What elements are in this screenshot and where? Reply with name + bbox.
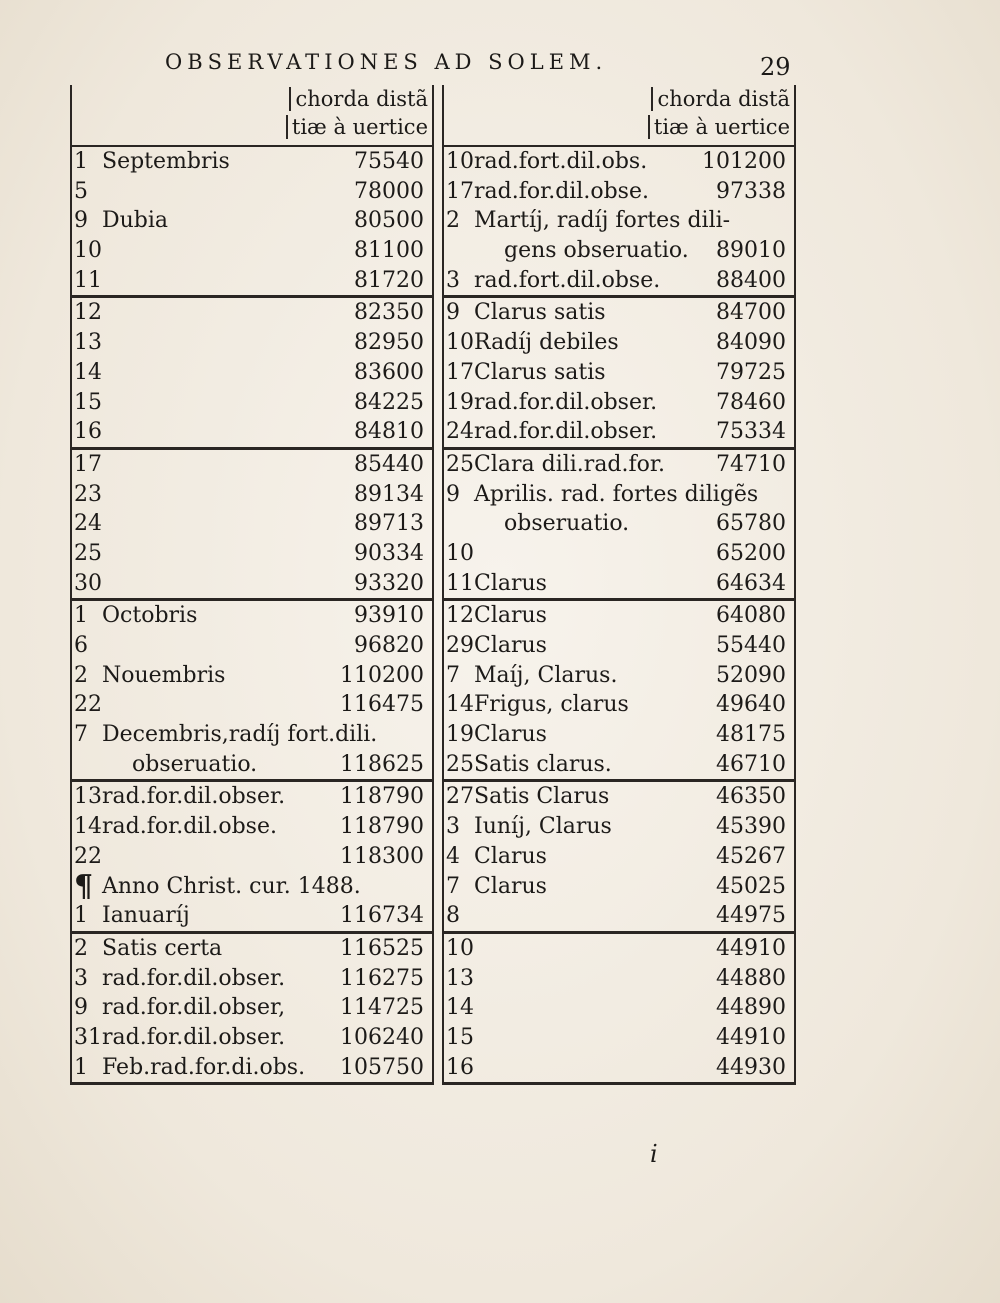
table-row — [72, 842, 432, 872]
chord-value: 49640 — [716, 692, 786, 718]
chord-value: 44910 — [716, 1024, 786, 1050]
observation-note: rad.for.dil.obse. — [102, 814, 277, 840]
table-row — [444, 417, 794, 447]
table-group — [72, 298, 432, 449]
table-row — [72, 1053, 432, 1083]
table-row — [72, 539, 432, 569]
chord-value: 45025 — [716, 873, 786, 899]
table-row — [72, 812, 432, 842]
chord-value: 82950 — [354, 330, 424, 356]
table-row — [72, 147, 432, 177]
observation-note: rad.fort.dil.obs. — [474, 149, 648, 174]
table-group — [444, 450, 794, 601]
table-group — [444, 147, 794, 298]
table-row — [72, 661, 432, 691]
day-number: 7 — [446, 662, 460, 688]
chord-value: 96820 — [354, 633, 424, 658]
chord-value: 90334 — [354, 540, 424, 566]
day-number: 10 — [446, 935, 474, 961]
table-row — [72, 206, 432, 236]
table-row — [72, 509, 432, 539]
observation-note: Clarus — [474, 633, 547, 658]
chord-value: 81100 — [354, 238, 424, 264]
table-row — [444, 147, 794, 177]
chord-value: 93320 — [354, 570, 424, 596]
left-header-line2: tiæ à uertice — [286, 115, 428, 139]
chord-value: 89010 — [716, 238, 786, 264]
observation-note: Clara dili.rad.for. — [474, 451, 665, 477]
day-number: 15 — [446, 1024, 474, 1050]
observation-note: obseruatio. — [504, 511, 630, 537]
chord-value: 45267 — [716, 843, 786, 869]
table-row — [72, 901, 432, 931]
day-number: 17 — [74, 451, 102, 477]
day-number: 10 — [446, 540, 474, 566]
table-row — [72, 934, 432, 964]
table-row — [444, 206, 794, 236]
chord-value: 81720 — [354, 267, 424, 293]
observation-note: gens obseruatio. — [504, 238, 689, 264]
table-row — [444, 993, 794, 1023]
table-row — [444, 358, 794, 388]
day-number: 30 — [74, 570, 102, 596]
chord-value: 84810 — [354, 419, 424, 445]
chord-value: 46710 — [716, 751, 786, 777]
day-number: 7 — [74, 722, 88, 748]
observation-note: Satis certa — [102, 935, 223, 961]
table-group — [444, 934, 794, 1085]
chord-value: 64634 — [716, 570, 786, 596]
right-header-line1: chorda distã — [651, 87, 790, 111]
day-number: 12 — [74, 300, 102, 326]
chord-value: 80500 — [354, 208, 424, 234]
observation-note: Frigus, clarus — [474, 692, 629, 718]
observation-note: Clarus satis — [474, 359, 606, 385]
observation-note: Clarus — [474, 873, 547, 899]
table-row — [72, 720, 432, 750]
day-number: 8 — [446, 903, 460, 929]
day-number: 6 — [74, 633, 88, 658]
day-number: 13 — [74, 330, 102, 356]
table-row — [72, 388, 432, 418]
chord-value: 88400 — [716, 267, 786, 293]
observation-note: rad.for.dil.obser. — [102, 784, 286, 810]
chord-value: 118790 — [340, 784, 424, 810]
right-table-body — [444, 147, 794, 1085]
day-number: 27 — [446, 784, 474, 810]
observation-note: rad.for.dil.obser. — [102, 965, 286, 991]
chord-value: 64080 — [716, 603, 786, 629]
observation-note: rad.for.dil.obser. — [474, 389, 658, 415]
chord-value: 75540 — [354, 149, 424, 174]
day-number: 5 — [74, 178, 88, 204]
chord-value: 118300 — [340, 843, 424, 869]
table-row — [444, 1023, 794, 1053]
day-number: 19 — [446, 722, 474, 748]
chord-value: 118790 — [340, 814, 424, 840]
chord-value: 116275 — [340, 965, 424, 991]
observation-note: Octobris — [102, 603, 198, 629]
table-group — [444, 298, 794, 449]
day-number: 23 — [74, 481, 102, 507]
chord-value: 116475 — [340, 692, 424, 718]
observation-note: Nouembris — [102, 662, 226, 688]
table-row — [444, 539, 794, 569]
right-column-header — [444, 85, 794, 147]
table-row — [72, 993, 432, 1023]
table-row — [72, 450, 432, 480]
chord-value: 78000 — [354, 178, 424, 204]
day-number: 9 — [446, 300, 460, 326]
day-number: 19 — [446, 389, 474, 415]
day-number: 24 — [446, 419, 474, 445]
table-row — [444, 509, 794, 539]
observation-note: Iuníj, Clarus — [474, 814, 612, 840]
table-row — [444, 934, 794, 964]
chord-value: 45390 — [716, 814, 786, 840]
table-row — [444, 569, 794, 599]
signature-mark: i — [650, 1140, 658, 1168]
observation-note: rad.for.dil.obser, — [102, 995, 286, 1021]
day-number: 2 — [74, 662, 88, 688]
chord-value: 101200 — [702, 149, 786, 174]
observation-note: Martíj, radíj fortes dili- — [474, 208, 731, 234]
day-number: 2 — [446, 208, 460, 234]
table-row — [444, 266, 794, 296]
table-row — [72, 868, 432, 904]
day-number: 9 — [74, 208, 88, 234]
table-row — [444, 298, 794, 328]
left-column-header — [72, 85, 432, 147]
chord-value: 44930 — [716, 1054, 786, 1080]
left-table — [70, 85, 434, 1085]
table-row — [444, 812, 794, 842]
table-group — [72, 147, 432, 298]
chord-value: 44910 — [716, 935, 786, 961]
table-group — [72, 782, 432, 933]
table-row — [444, 1053, 794, 1083]
table-row — [444, 782, 794, 812]
observation-note: Satis Clarus — [474, 784, 610, 810]
day-number: 29 — [446, 633, 474, 658]
chord-value: 79725 — [716, 359, 786, 385]
chord-value: 78460 — [716, 389, 786, 415]
table-row — [72, 298, 432, 328]
observation-note: Ianuaríj — [102, 903, 190, 929]
chord-value: 46350 — [716, 784, 786, 810]
observation-note: Clarus — [474, 603, 547, 629]
day-number: 16 — [446, 1054, 474, 1080]
table-row — [444, 631, 794, 661]
chord-value: 44880 — [716, 965, 786, 991]
chord-value: 55440 — [716, 633, 786, 658]
table-row — [72, 417, 432, 447]
day-number: 14 — [74, 359, 102, 385]
table-row — [444, 901, 794, 931]
day-number: 1 — [74, 603, 88, 629]
table-row — [72, 782, 432, 812]
day-number: 17 — [446, 178, 474, 204]
observation-note: Dubia — [102, 208, 169, 234]
observation-note: rad.for.dil.obser. — [474, 419, 658, 445]
observation-note: Radíj debiles — [474, 330, 619, 356]
table-row — [72, 690, 432, 720]
day-number: 14 — [446, 995, 474, 1021]
observation-note: Decembris,radíj fort.dili. — [102, 722, 378, 748]
chord-value: 89713 — [354, 511, 424, 537]
observation-note: rad.for.dil.obser. — [102, 1024, 286, 1050]
chord-value: 116734 — [340, 903, 424, 929]
day-number: ¶ — [74, 868, 94, 904]
day-number: 10 — [446, 149, 474, 174]
day-number: 25 — [446, 751, 474, 777]
day-number: 10 — [74, 238, 102, 264]
running-head: OBSERVATIONES AD SOLEM. — [165, 50, 608, 74]
chord-value: 83600 — [354, 359, 424, 385]
table-row — [444, 450, 794, 480]
observation-note: rad.fort.dil.obse. — [474, 267, 661, 293]
table-row — [444, 661, 794, 691]
right-header-line2: tiæ à uertice — [648, 115, 790, 139]
observation-note: rad.for.dil.obse. — [474, 178, 649, 204]
day-number: 11 — [446, 570, 474, 596]
table-group — [72, 934, 432, 1085]
chord-value: 52090 — [716, 662, 786, 688]
table-row — [444, 177, 794, 207]
table-row — [72, 750, 432, 780]
chord-value: 84090 — [716, 330, 786, 356]
chord-value: 97338 — [716, 178, 786, 204]
table-row — [444, 842, 794, 872]
table-row — [444, 480, 794, 510]
day-number: 11 — [74, 267, 102, 293]
table-row — [444, 720, 794, 750]
day-number: 1 — [74, 903, 88, 929]
day-number: 2 — [74, 935, 88, 961]
chord-value: 114725 — [340, 995, 424, 1021]
table-row — [72, 328, 432, 358]
table-row — [72, 631, 432, 661]
day-number: 15 — [74, 389, 102, 415]
observation-note: Clarus — [474, 722, 547, 748]
day-number: 14 — [446, 692, 474, 718]
table-row — [444, 236, 794, 266]
observation-note: Maíj, Clarus. — [474, 662, 618, 688]
table-row — [72, 480, 432, 510]
day-number: 25 — [74, 540, 102, 566]
table-row — [72, 1023, 432, 1053]
day-number: 4 — [446, 843, 460, 869]
chord-value: 116525 — [340, 935, 424, 961]
table-group — [444, 782, 794, 933]
chord-value: 118625 — [340, 751, 424, 777]
table-row — [444, 601, 794, 631]
day-number: 3 — [446, 267, 460, 293]
left-header-line1: chorda distã — [289, 87, 428, 111]
table-row — [444, 750, 794, 780]
chord-value: 110200 — [340, 662, 424, 688]
table-group — [444, 601, 794, 782]
chord-value: 65200 — [716, 540, 786, 566]
chord-value: 48175 — [716, 722, 786, 748]
day-number: 25 — [446, 451, 474, 477]
day-number: 3 — [446, 814, 460, 840]
chord-value: 84700 — [716, 300, 786, 326]
table-row — [72, 569, 432, 599]
chord-value: 84225 — [354, 389, 424, 415]
chord-value: 105750 — [340, 1054, 424, 1080]
day-number: 13 — [74, 784, 102, 810]
day-number: 17 — [446, 359, 474, 385]
chord-value: 44975 — [716, 903, 786, 929]
page-number: 29 — [760, 53, 791, 81]
chord-value: 75334 — [716, 419, 786, 445]
table-row — [444, 872, 794, 902]
chord-value: 82350 — [354, 300, 424, 326]
left-table-body — [72, 147, 432, 1085]
observation-note: Septembris — [102, 149, 230, 174]
day-number: 24 — [74, 511, 102, 537]
observation-note: Anno Christ. cur. 1488. — [102, 873, 361, 899]
day-number: 31 — [74, 1024, 102, 1050]
day-number: 10 — [446, 330, 474, 356]
day-number: 22 — [74, 843, 102, 869]
table-row — [72, 358, 432, 388]
chord-value: 65780 — [716, 511, 786, 537]
observation-note: Satis clarus. — [474, 751, 612, 777]
chord-value: 93910 — [354, 603, 424, 629]
chord-value: 74710 — [716, 451, 786, 477]
table-group — [72, 450, 432, 601]
table-row — [444, 964, 794, 994]
table-row — [72, 601, 432, 631]
table-row — [72, 177, 432, 207]
table-group — [72, 601, 432, 782]
day-number: 1 — [74, 149, 88, 174]
table-row — [72, 964, 432, 994]
day-number: 22 — [74, 692, 102, 718]
table-row — [444, 388, 794, 418]
table-row — [444, 328, 794, 358]
observation-note: Feb.rad.for.di.obs. — [102, 1054, 306, 1080]
table-row — [444, 690, 794, 720]
day-number: 13 — [446, 965, 474, 991]
chord-value: 44890 — [716, 995, 786, 1021]
table-row — [72, 266, 432, 296]
day-number: 14 — [74, 814, 102, 840]
chord-value: 85440 — [354, 451, 424, 477]
chord-value: 106240 — [340, 1024, 424, 1050]
observation-note: obseruatio. — [132, 751, 258, 777]
table-row — [72, 236, 432, 266]
chord-value: 89134 — [354, 481, 424, 507]
day-number: 1 — [74, 1054, 88, 1080]
observation-note: Aprilis. rad. fortes diligẽs — [474, 481, 759, 507]
day-number: 3 — [74, 965, 88, 991]
observation-note: Clarus satis — [474, 300, 606, 326]
right-table — [442, 85, 796, 1085]
day-number: 9 — [74, 995, 88, 1021]
observation-note: Clarus — [474, 570, 547, 596]
day-number: 9 — [446, 481, 460, 507]
day-number: 12 — [446, 603, 474, 629]
observation-note: Clarus — [474, 843, 547, 869]
day-number: 7 — [446, 873, 460, 899]
day-number: 16 — [74, 419, 102, 445]
